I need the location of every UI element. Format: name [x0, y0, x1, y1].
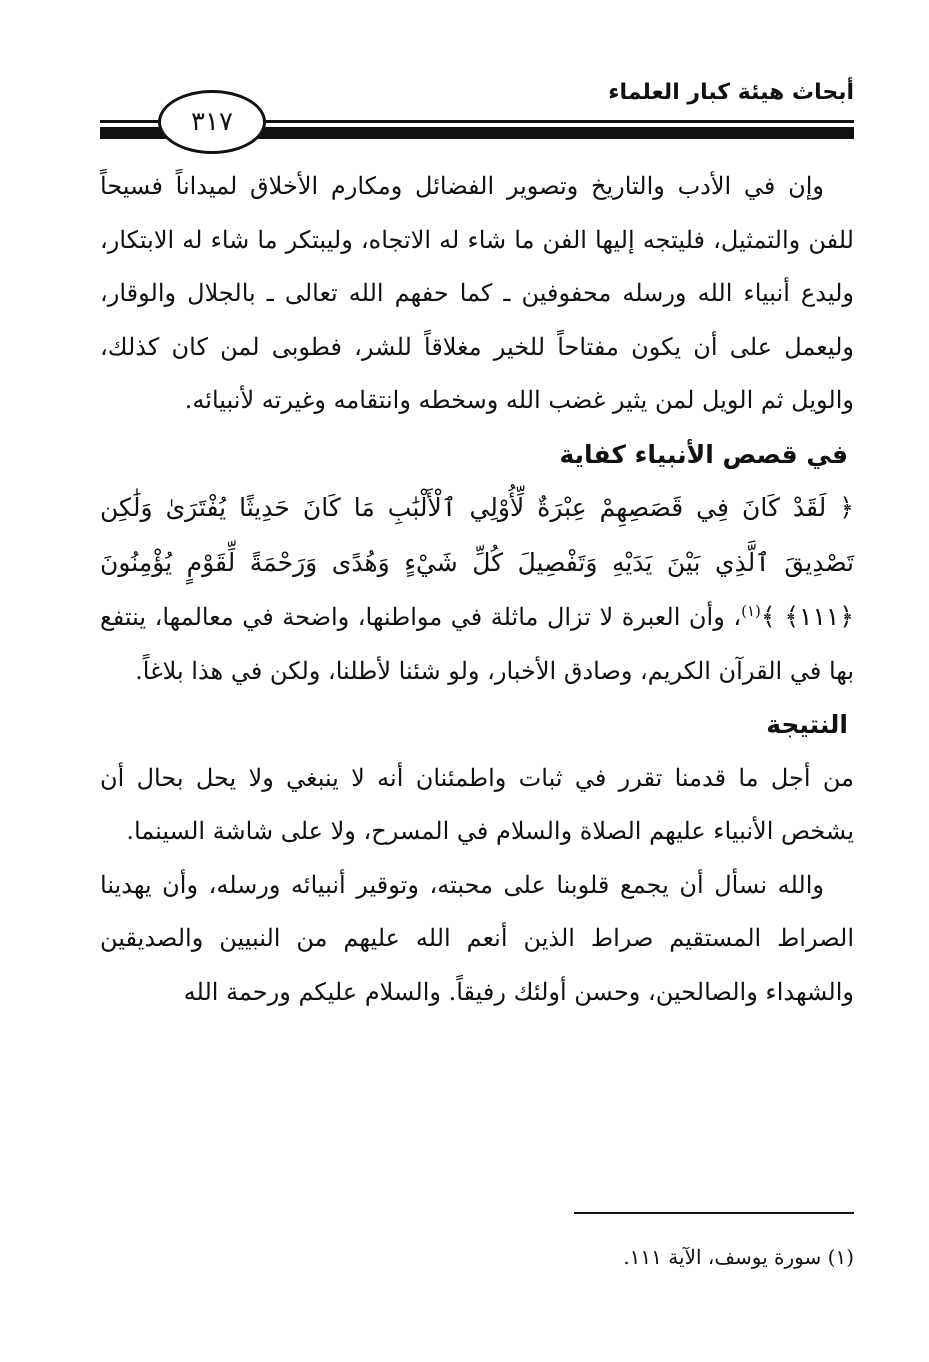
section-heading-conclusion: النتيجة [766, 710, 848, 739]
paragraph-2 [100, 481, 854, 698]
page-number: ٣١٧ [158, 90, 266, 154]
footnote-marker: (١) [741, 602, 761, 620]
body-text [100, 160, 854, 1019]
paragraph-3: من أجل ما قدمنا تقرر في ثبات واطمئنان أنه لا ينبغي ولا يحل بحال أن يشخص الأنبياء عليهم الصلاة والسلام في المسرح، ولا على شاشة السينما. [100, 763, 854, 845]
paragraph-1: وإن في الأدب والتاريخ وتصوير الفضائل ومكارم الأخلاق لميداناً فسيحاً للفن والتمثيل، فليتجه إليها الفن ما شاء له الاتجاه، وليبتكر ما شاء له الابتكار، وليدع أنبياء الله ورسله محفوفين ـ كما حفهم الله تعالى ـ بالجلال والوقار، وليعمل على أن يكون مفتاحاً للخير مغلاقاً للشر، فطوبى لمن كان كذلك، والويل ثم الويل لمن يثير غضب الله وسخطه وانتقامه وغيرته لأنبيائه. [100, 172, 854, 414]
paragraph-4: والله نسأل أن يجمع قلوبنا على محبته، وتوقير أنبيائه ورسله، وأن يهدينا الصراط المستقيم صراط الذين أنعم الله عليهم من النبيين والصديقين والشهداء والصالحين، وحسن أولئك رفيقاً. والسلام عليكم ورحمة الله [100, 870, 854, 1006]
paragraph-2-text: ، وأن العبرة لا تزال ماثلة في مواطنها، واضحة في معالمها، ينتفع بها في القرآن الكريم، وصادق الأخبار، ولو شئنا لأطلنا، ولكن في هذا بلاغاً. [100, 603, 854, 685]
section-heading-prophets-stories: في قصص الأنبياء كفاية [559, 439, 848, 469]
footnote-separator [574, 1212, 854, 1214]
footnote: (١) سورة يوسف، الآية ١١١. [623, 1245, 854, 1269]
running-header-title: أبحاث هيئة كبار العلماء [608, 80, 854, 105]
quran-verse: ﴿ لَقَدْ كَانَ فِي قَصَصِهِمْ عِبْرَةٌ لِّأُوْلِي ٱلْأَلْبَٰبِ مَا كَانَ حَدِيثًا يُفْتَرَىٰ وَلَٰكِن تَصْدِيقَ ٱلَّذِي بَيْنَ يَدَيْهِ وَتَفْصِيلَ كُلِّ شَيْءٍ وَهُدًى وَرَحْمَةً لِّقَوْمٍ يُؤْمِنُونَ ﴿١١١﴾ ﴾ [100, 493, 854, 631]
